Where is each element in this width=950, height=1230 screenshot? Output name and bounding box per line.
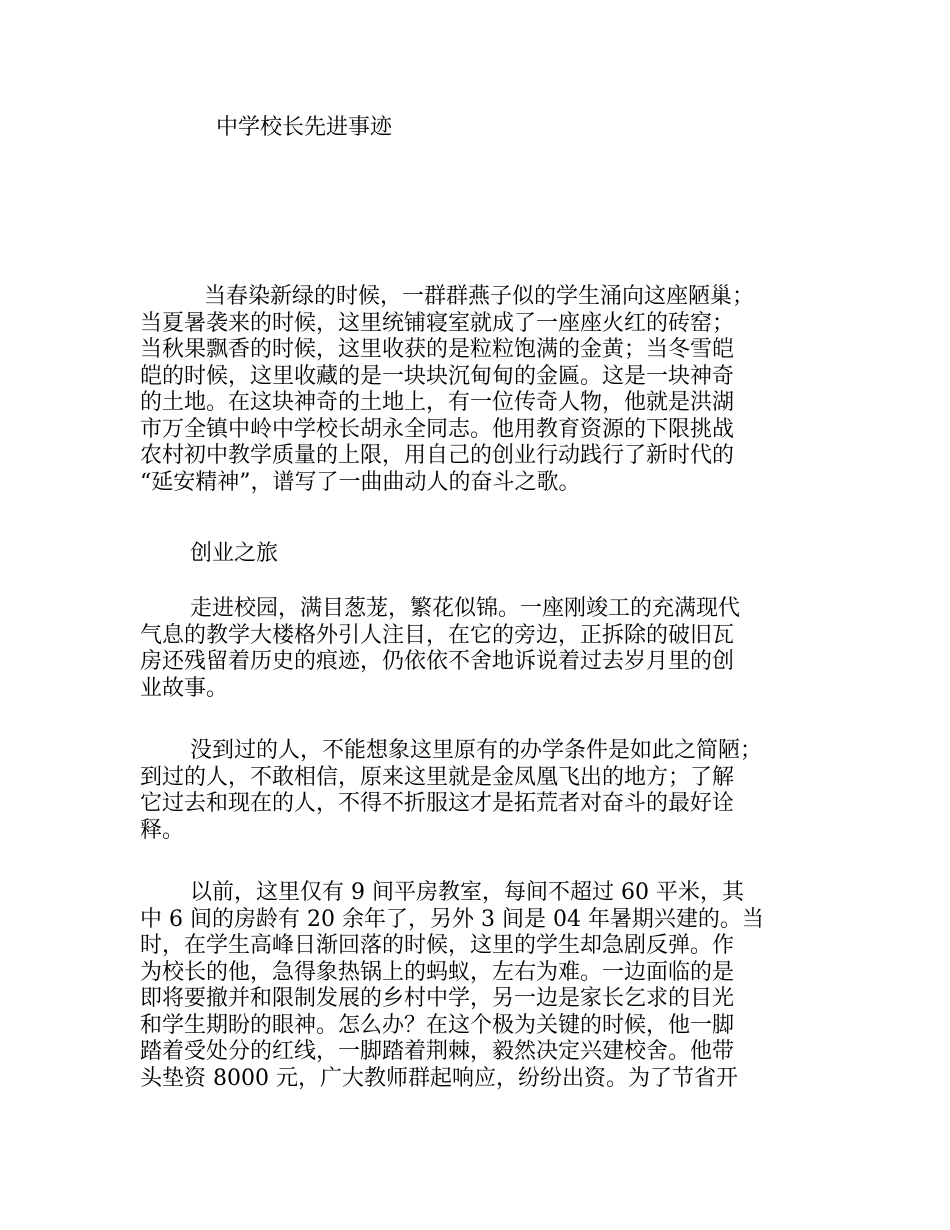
text-line: 即将要撤并和限制发展的乡村中学，另一边是家长乞求的目光 bbox=[140, 986, 735, 1011]
section-heading-text: 创业之旅 bbox=[190, 541, 279, 566]
text-line: 当春染新绿的时候，一群群燕子似的学生涌向这座陋巢； bbox=[204, 284, 755, 309]
text-line: 为校长的他，急得象热锅上的蚂蚁，左右为难。一边面临的是 bbox=[140, 959, 735, 985]
text-line: 时，在学生高峰日渐回落的时候，这里的学生却急剧反弹。作 bbox=[140, 933, 735, 958]
text-line: 农村初中教学质量的上限，用自己的创业行动践行了新时代的 bbox=[140, 443, 735, 468]
text-line: 市万全镇中岭中学校长胡永全同志。他用教育资源的下限挑战 bbox=[140, 416, 735, 442]
paragraph-campus bbox=[140, 596, 840, 702]
text-line: 气息的教学大楼格外引人注目，在它的旁边，正拆除的破旧瓦 bbox=[140, 622, 735, 648]
paragraph-history bbox=[140, 880, 840, 1092]
text-line: 它过去和现在的人，不得不折服这才是拓荒者对奋斗的最好诠 bbox=[140, 791, 735, 816]
text-line: 当夏暑袭来的时候，这里统铺寝室就成了一座座火红的砖窑； bbox=[140, 310, 735, 336]
text-line: 踏着受处分的红线，一脚踏着荆棘，毅然决定兴建校舍。他带 bbox=[140, 1039, 735, 1064]
text-line: 到过的人，不敢相信，原来这里就是金凤凰飞出的地方；了解 bbox=[140, 764, 735, 790]
text-line: 中 6 间的房龄有 20 余年了，另外 3 间是 04 年暑期兴建的。当 bbox=[140, 906, 764, 932]
paragraph-conditions bbox=[140, 738, 840, 844]
text-line: 业故事。 bbox=[140, 675, 229, 701]
text-line: “延安精神”，谱写了一曲曲动人的奋斗之歌。 bbox=[140, 469, 581, 495]
text-line: 头垫资 8000 元，广大教师群起响应，纷纷出资。为了节省开 bbox=[140, 1065, 738, 1091]
text-line: 的土地。在这块神奇的土地上，有一位传奇人物，他就是洪湖 bbox=[140, 390, 735, 415]
text-line: 走进校园，满目葱茏，繁花似锦。一座刚竣工的充满现代 bbox=[190, 596, 741, 621]
text-line: 释。 bbox=[140, 817, 185, 843]
text-line: 和学生期盼的眼神。怎么办？在这个极为关键的时候，他一脚 bbox=[140, 1012, 735, 1038]
text-line: 皑的时候，这里收藏的是一块块沉甸甸的金匾。这是一块神奇 bbox=[140, 363, 735, 389]
paragraph-intro bbox=[140, 284, 840, 496]
text-line: 没到过的人，不能想象这里原有的办学条件是如此之简陋； bbox=[190, 738, 763, 763]
document-title: 中学校长先进事迹 bbox=[216, 115, 393, 140]
section-heading bbox=[140, 541, 840, 568]
text-line: 当秋果飘香的时候，这里收获的是粒粒饱满的金黄；当冬雪皑 bbox=[140, 337, 735, 362]
text-line: 房还残留着历史的痕迹，仍依依不舍地诉说着过去岁月里的创 bbox=[140, 649, 735, 674]
text-line: 以前，这里仅有 9 间平房教室，每间不超过 60 平米，其 bbox=[190, 880, 744, 905]
